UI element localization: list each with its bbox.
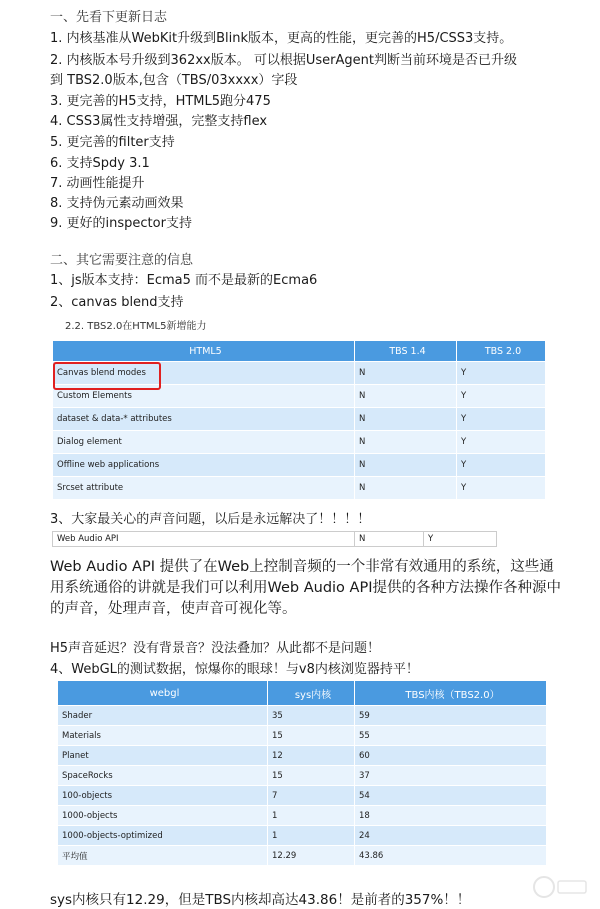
audio-problem-note: H5声音延迟？没有背景音？没法叠加？从此都不是问题！: [50, 641, 381, 656]
column-header: sys内核: [268, 681, 355, 706]
table-row: [58, 846, 547, 866]
changelog-item: 5. 更完善的filter支持: [50, 135, 175, 150]
table-row: [53, 532, 497, 547]
table-cell: 15: [268, 766, 355, 786]
changelog-item: 1. 内核基准从WebKit升级到Blink版本，更高的性能，更完善的H5/CSS3支持。: [50, 31, 513, 46]
web-audio-paragraph-line: Web Audio API 提供了在Web上控制音频的一个非常有效通用的系统，这些通: [50, 559, 554, 575]
table-cell: Y: [457, 362, 546, 385]
table-cell: N: [355, 408, 457, 431]
changelog-item: 8. 支持伪元素动画效果: [50, 196, 184, 211]
table-cell: 18: [355, 806, 547, 826]
column-header: HTML5: [53, 341, 355, 362]
table-cell: 60: [355, 746, 547, 766]
table-row: [53, 454, 546, 477]
table-cell: N: [355, 454, 457, 477]
web-audio-paragraph-line: 的声音，处理声音，使声音可视化等。: [50, 601, 297, 617]
table-cell: 1000-objects-optimized: [58, 826, 268, 846]
column-header: TBS 1.4: [355, 341, 457, 362]
table-row: [58, 746, 547, 766]
table-cell: Canvas blend modes: [53, 362, 355, 385]
table-cell: N: [355, 477, 457, 500]
table-cell: 43.86: [355, 846, 547, 866]
webgl-heading: 4、WebGL的测试数据，惊爆你的眼球！与v8内核浏览器持平！: [50, 662, 419, 677]
webgl-benchmark-table: [57, 680, 547, 866]
table-cell: Srcset attribute: [53, 477, 355, 500]
table-row: [58, 786, 547, 806]
table-cell: 24: [355, 826, 547, 846]
table-cell: 12.29: [268, 846, 355, 866]
table-caption: 2.2. TBS2.0在HTML5新增能力: [65, 321, 207, 332]
table-header-row: [53, 341, 546, 362]
table-cell: 1: [268, 806, 355, 826]
table-cell: Materials: [58, 726, 268, 746]
table-cell: Offline web applications: [53, 454, 355, 477]
table-cell: 59: [355, 706, 547, 726]
changelog-item: 2. 内核版本号升级到362xx版本。 可以根据UserAgent判断当前环境是否已升级: [50, 53, 517, 68]
table-cell: Custom Elements: [53, 385, 355, 408]
table-cell: Y: [424, 532, 497, 547]
table-cell: 55: [355, 726, 547, 746]
canvas-blend-note: 2、canvas blend支持: [50, 295, 184, 310]
conclusion-text: sys内核只有12.29，但是TBS内核却高达43.86！是前者的357%！！: [50, 892, 471, 908]
changelog-item: 4. CSS3属性支持增强，完整支持flex: [50, 114, 268, 129]
column-header: TBS内核（TBS2.0）: [355, 681, 547, 706]
table-cell: 7: [268, 786, 355, 806]
table-cell: Shader: [58, 706, 268, 726]
changelog-item: 9. 更好的inspector支持: [50, 216, 192, 231]
table-cell: Y: [457, 477, 546, 500]
table-cell: 平均值: [58, 846, 268, 866]
table-cell: 1000-objects: [58, 806, 268, 826]
watermark-logo-icon: [530, 873, 590, 901]
table-cell: 35: [268, 706, 355, 726]
table-row: [58, 766, 547, 786]
table-cell: Web Audio API: [53, 532, 355, 547]
table-row: [53, 408, 546, 431]
table-cell: Y: [457, 408, 546, 431]
table-row: [58, 706, 547, 726]
table-row: [53, 477, 546, 500]
table-row: [58, 806, 547, 826]
changelog-item: 3. 更完善的H5支持，HTML5跑分475: [50, 94, 271, 109]
table-cell: 37: [355, 766, 547, 786]
table-cell: Y: [457, 385, 546, 408]
column-header: webgl: [58, 681, 268, 706]
section2-title: 二、其它需要注意的信息: [50, 253, 194, 268]
table-row: [53, 431, 546, 454]
table-header-row: [58, 681, 547, 706]
table-cell: 1: [268, 826, 355, 846]
table-cell: N: [355, 532, 424, 547]
web-audio-table: [52, 531, 497, 547]
highlight-box: [53, 362, 161, 390]
table-cell: 12: [268, 746, 355, 766]
web-audio-paragraph-line: 用系统通俗的讲就是我们可以利用Web Audio API提供的各种方法操作各种源中: [50, 580, 561, 596]
table-cell: Planet: [58, 746, 268, 766]
table-cell: 100-objects: [58, 786, 268, 806]
table-cell: N: [355, 362, 457, 385]
table-cell: 54: [355, 786, 547, 806]
table-row: [58, 726, 547, 746]
table-row: [58, 826, 547, 846]
table-cell: N: [355, 431, 457, 454]
changelog-item: 6. 支持Spdy 3.1: [50, 156, 150, 171]
changelog-item: 到 TBS2.0版本,包含（TBS/03xxxx）字段: [50, 73, 298, 88]
table-cell: SpaceRocks: [58, 766, 268, 786]
table-cell: dataset & data-* attributes: [53, 408, 355, 431]
audio-heading: 3、大家最关心的声音问题，以后是永远解决了！！！！: [50, 512, 371, 527]
changelog-item: 7. 动画性能提升: [50, 176, 145, 191]
column-header: TBS 2.0: [457, 341, 546, 362]
table-cell: Y: [457, 454, 546, 477]
table-cell: 15: [268, 726, 355, 746]
table-cell: Dialog element: [53, 431, 355, 454]
section1-title: 一、先看下更新日志: [50, 10, 168, 25]
table-cell: Y: [457, 431, 546, 454]
table-cell: N: [355, 385, 457, 408]
js-version-note: 1、js版本支持：Ecma5 而不是最新的Ecma6: [50, 273, 318, 288]
